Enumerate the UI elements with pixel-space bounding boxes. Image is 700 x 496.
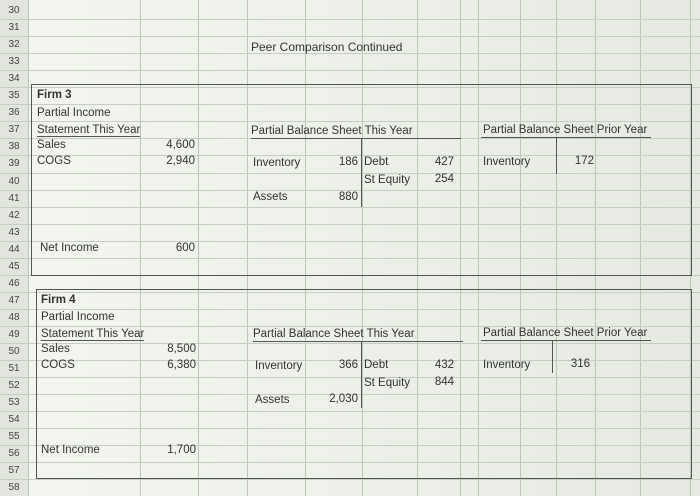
row-number[interactable]: 56 (8, 448, 20, 459)
firm3-statement-underline (37, 136, 140, 137)
firm3-debt-label[interactable]: Debt (364, 156, 389, 168)
row-number[interactable]: 36 (8, 107, 20, 118)
firm4-st-equity-value[interactable]: 844 (434, 376, 454, 388)
firm3-t-account-divider (361, 139, 362, 207)
row-number[interactable]: 48 (8, 312, 20, 323)
firm4-net-income-value[interactable]: 1,700 (167, 444, 196, 456)
firm4-net-income-label[interactable]: Net Income (41, 444, 100, 456)
row-number[interactable]: 34 (8, 73, 20, 84)
row-number[interactable]: 37 (8, 124, 20, 135)
firm3-st-equity-label[interactable]: St Equity (364, 174, 411, 186)
sheet-title[interactable]: Peer Comparison Continued (251, 40, 403, 54)
firm3-prior-divider (556, 138, 557, 174)
firm4-bs-prior-year-title[interactable]: Partial Balance Sheet Prior Year (483, 327, 648, 339)
row-number[interactable]: 44 (8, 244, 20, 255)
firm4-name[interactable]: Firm 4 (41, 294, 76, 306)
row-number[interactable]: 57 (8, 465, 20, 476)
row-number[interactable]: 35 (8, 90, 20, 101)
row-number[interactable]: 39 (8, 158, 20, 169)
firm4-prior-inventory-value[interactable]: 316 (570, 358, 590, 370)
firm4-bs-prior-year-underline (481, 340, 651, 341)
firm3-bs-prior-year-underline (481, 137, 651, 138)
firm3-bs-prior-year-title[interactable]: Partial Balance Sheet Prior Year (483, 124, 648, 136)
firm3-assets-label[interactable]: Assets (253, 191, 288, 203)
row-number[interactable]: 58 (8, 482, 20, 493)
row-number[interactable]: 52 (8, 380, 20, 391)
firm4-assets-label[interactable]: Assets (255, 394, 290, 406)
firm3-inventory-label[interactable]: Inventory (253, 157, 301, 169)
row-number[interactable]: 41 (8, 193, 20, 204)
row-gridline (0, 36, 700, 37)
firm4-bs-this-year-title[interactable]: Partial Balance Sheet This Year (253, 328, 415, 340)
row-number[interactable]: 47 (8, 295, 20, 306)
firm3-prior-inventory-label[interactable]: Inventory (483, 156, 531, 168)
firm4-prior-divider (552, 341, 553, 373)
firm4-statement[interactable]: Statement This Year (41, 328, 145, 340)
row-number[interactable]: 45 (8, 261, 20, 272)
firm4-sales-value[interactable]: 8,500 (167, 343, 196, 355)
firm4-debt-label[interactable]: Debt (364, 359, 389, 371)
firm4-bs-this-year-underline (253, 341, 463, 342)
firm3-st-equity-value[interactable]: 254 (434, 173, 454, 185)
firm3-sales-value[interactable]: 4,600 (166, 139, 195, 151)
firm4-debt-value[interactable]: 432 (434, 359, 454, 371)
firm3-partial-income[interactable]: Partial Income (37, 107, 111, 119)
firm4-cogs-label[interactable]: COGS (41, 359, 75, 371)
firm4-t-account-divider (361, 342, 362, 408)
row-number[interactable]: 50 (8, 346, 20, 357)
row-gridline (0, 479, 700, 480)
firm4-partial-income[interactable]: Partial Income (41, 311, 115, 323)
firm3-assets-value[interactable]: 880 (338, 191, 358, 203)
firm3-prior-inventory-value[interactable]: 172 (574, 155, 594, 167)
firm4-inventory-label[interactable]: Inventory (255, 360, 303, 372)
firm3-net-income-value[interactable]: 600 (175, 242, 195, 254)
firm4-inventory-value[interactable]: 366 (338, 359, 358, 371)
row-number[interactable]: 40 (8, 176, 20, 187)
firm3-debt-value[interactable]: 427 (434, 156, 454, 168)
firm4-prior-inventory-label[interactable]: Inventory (483, 359, 531, 371)
firm3-name[interactable]: Firm 3 (37, 89, 72, 101)
firm3-sales-label[interactable]: Sales (37, 139, 66, 151)
firm3-net-income-label[interactable]: Net Income (40, 242, 99, 254)
row-number[interactable]: 42 (8, 210, 20, 221)
row-gridline (0, 70, 700, 71)
row-number[interactable]: 54 (8, 414, 20, 425)
row-number[interactable]: 43 (8, 227, 20, 238)
row-number[interactable]: 33 (8, 56, 20, 67)
firm3-cogs-value[interactable]: 2,940 (166, 155, 195, 167)
firm4-statement-underline (41, 340, 144, 341)
firm3-bs-this-year-underline (251, 138, 461, 139)
row-number[interactable]: 53 (8, 397, 20, 408)
firm4-cogs-value[interactable]: 6,380 (167, 359, 196, 371)
firm3-inventory-value[interactable]: 186 (338, 156, 358, 168)
firm4-assets-value[interactable]: 2,030 (329, 393, 358, 405)
firm3-bs-this-year-title[interactable]: Partial Balance Sheet This Year (251, 125, 413, 137)
row-number[interactable]: 55 (8, 431, 20, 442)
row-number[interactable]: 51 (8, 363, 20, 374)
row-gridline (0, 19, 700, 20)
firm4-sales-label[interactable]: Sales (41, 343, 70, 355)
row-number[interactable]: 46 (8, 278, 20, 289)
firm4-st-equity-label[interactable]: St Equity (364, 377, 411, 389)
row-number[interactable]: 32 (8, 39, 20, 50)
firm3-statement[interactable]: Statement This Year (37, 124, 141, 136)
row-number[interactable]: 30 (8, 5, 20, 16)
column-gridline (28, 0, 29, 496)
row-number[interactable]: 31 (8, 22, 20, 33)
row-number[interactable]: 49 (8, 329, 20, 340)
row-number[interactable]: 38 (8, 141, 20, 152)
firm3-cogs-label[interactable]: COGS (37, 155, 71, 167)
